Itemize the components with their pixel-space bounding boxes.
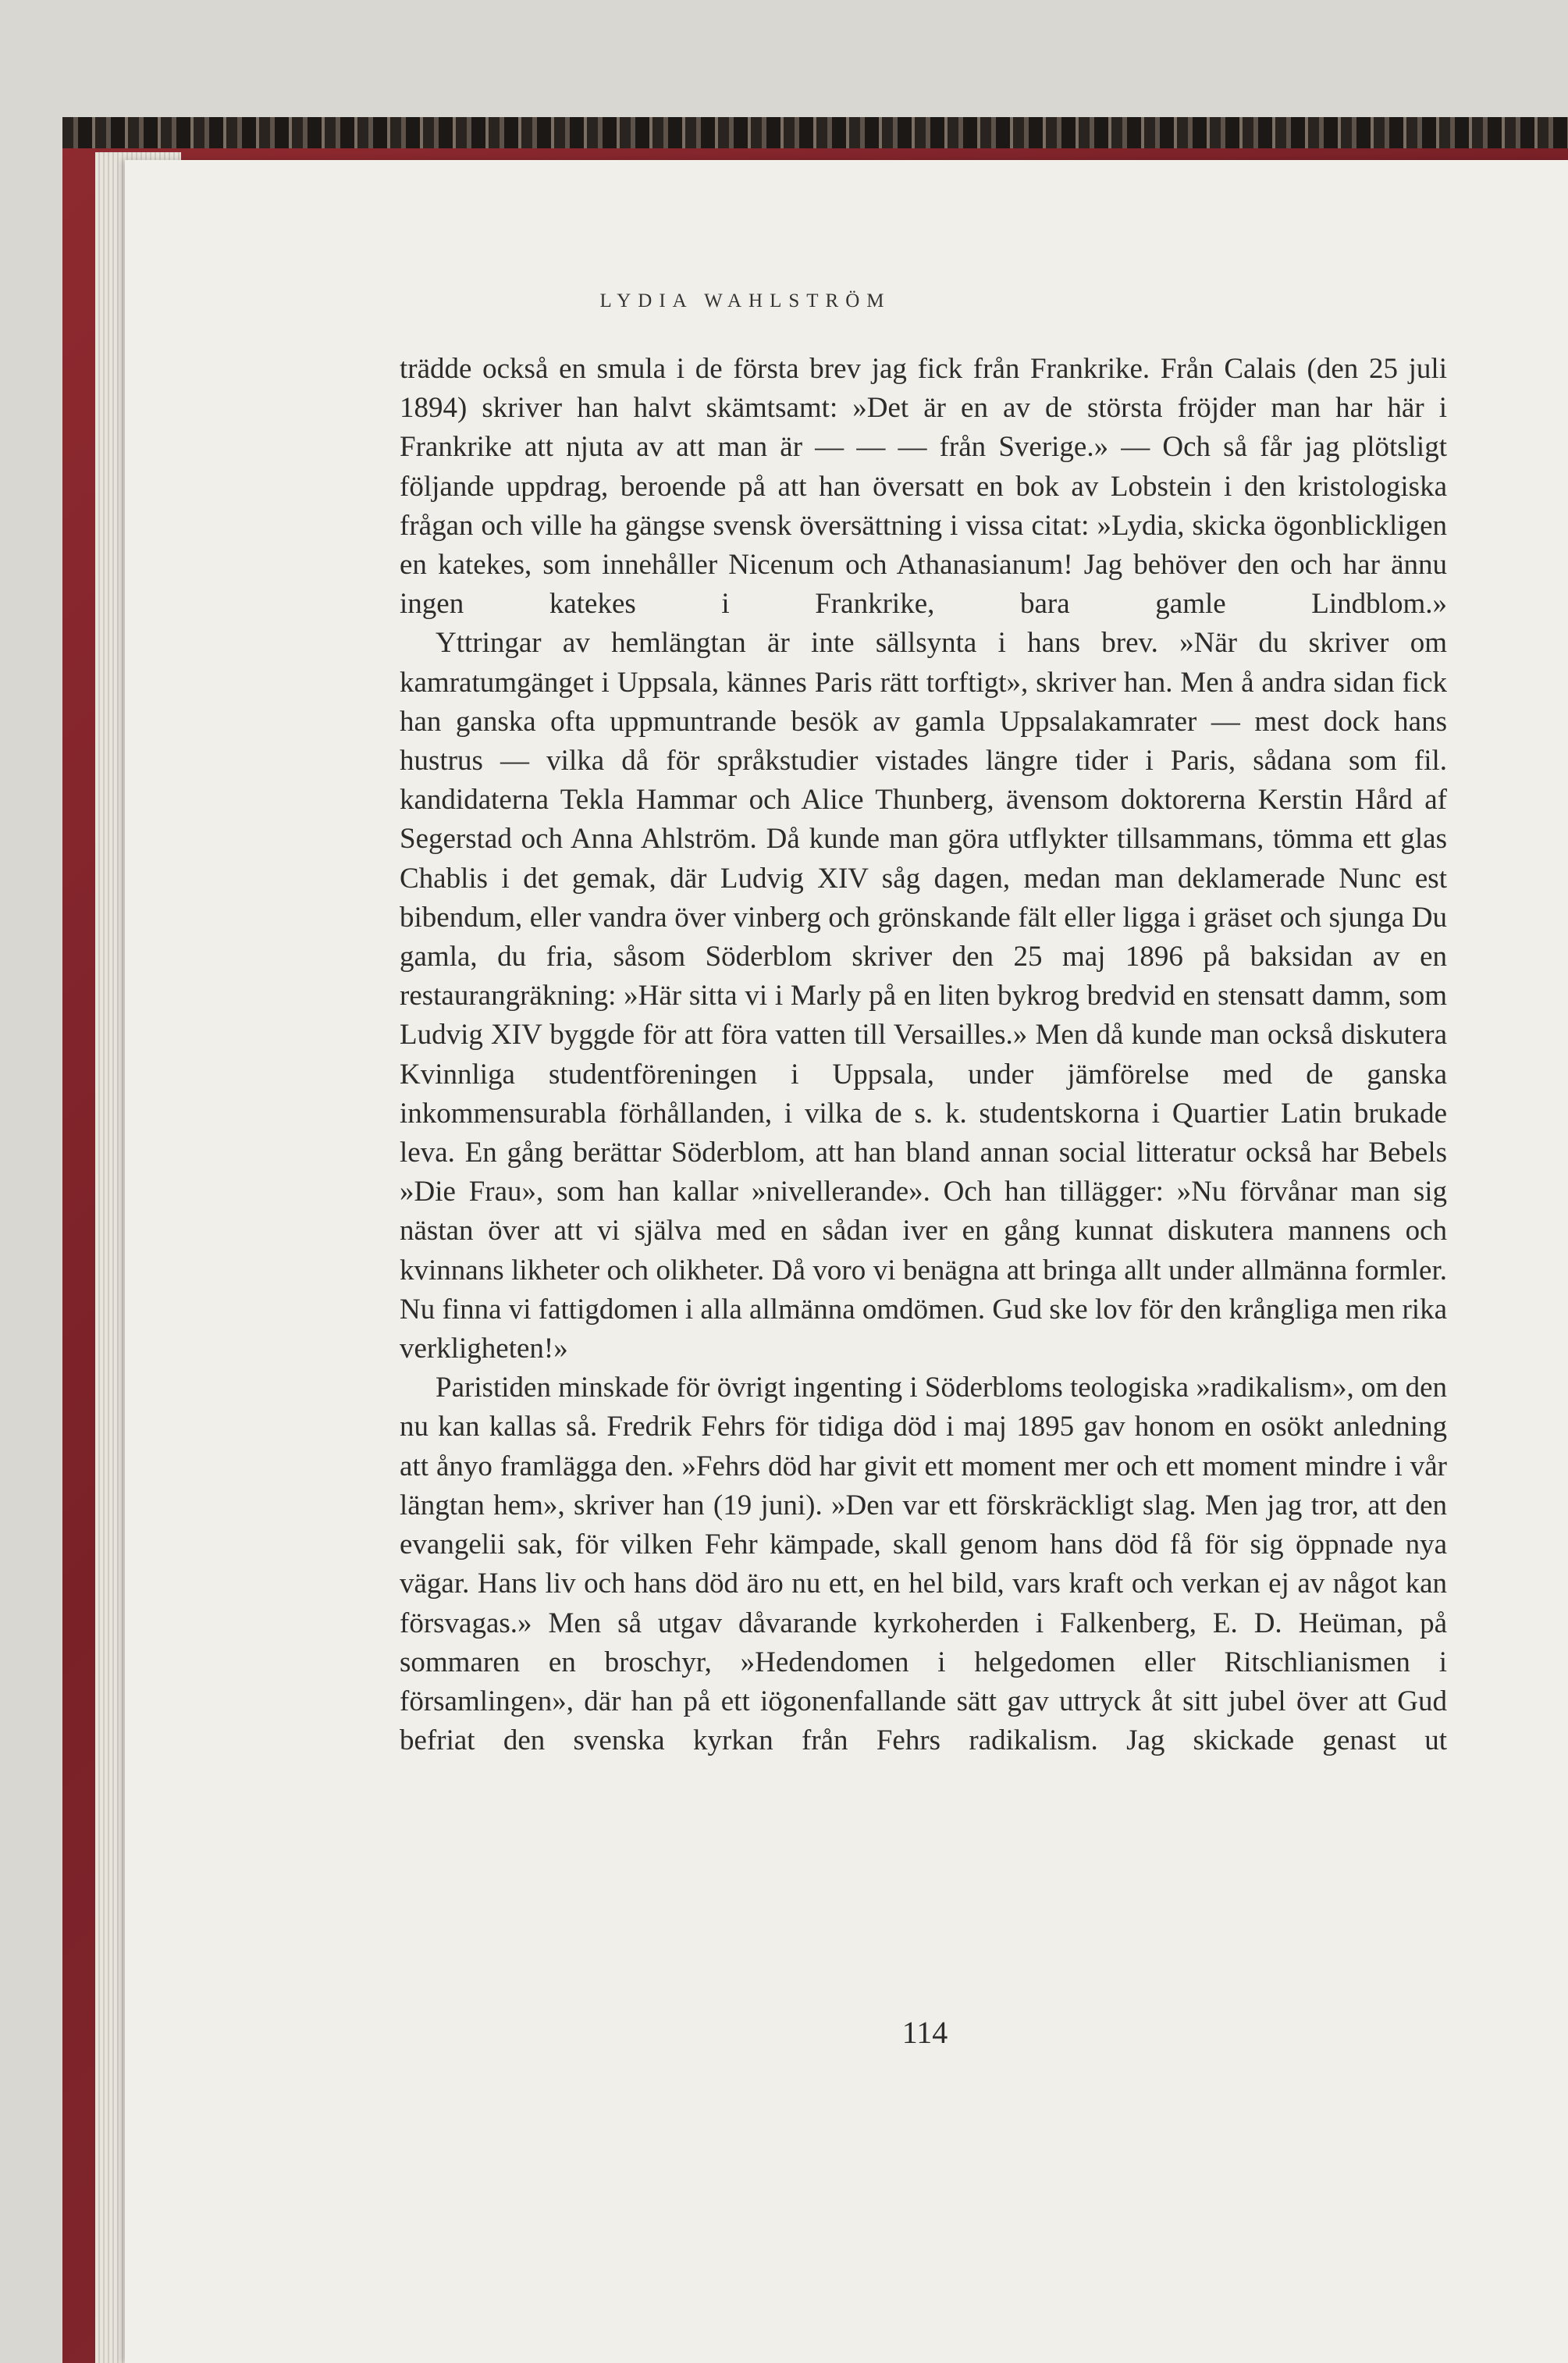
paragraph-3: Paristiden minskade för övrigt ingenting i Söderbloms teologiska »radikalism», om den nu kan kallas så. Fredrik Fehrs för tidiga död i maj 1895 gav honom en osökt anledning att ånyo framlägga den. »Fehrs död har givit ett moment mer och ett moment mindre i vår längtan hem», skriver han (19 juni). »Den var ett förskräckligt slag. Men jag tror, att den evangelii sak, för vilken Fehr kämpade, skall genom hans död få för sig öppnade nya vägar. Hans liv och hans död äro nu ett, en hel bild, vars kraft och verkan ej av något kan försvagas.» Men så utgav dåvarande kyrkoherden i Falkenberg, E. D. Heüman, på sommaren en broschyr, »Hedendomen i helgedomen eller Ritschlianismen i församlingen», där han på ett iögonenfallande sätt gav uttryck åt sitt jubel över att Gud befriat den svenska kyrkan från Fehrs radikalism. Jag skickade genast ut [400, 1372, 1447, 1757]
body-text [400, 350, 1447, 1760]
paragraph-2: Yttringar av hemlängtan är inte sällsynta i hans brev. »När du skriver om kamratumgänget i Uppsala, kännes Paris rätt torftigt», skriver han. Men å andra sidan fick han ganska ofta uppmuntrande besök av gamla Uppsalakamrater — mest dock hans hustrus — vilka då för språkstudier vistades längre tider i Paris, sådana som fil. kandidaterna Tekla Hammar och Alice Thunberg, ävensom doktorerna Kerstin Hård af Segerstad och Anna Ahlström. Då kunde man göra utflykter tillsammans, tömma ett glas Chablis i det gemak, där Ludvig XIV såg dagen, medan man deklamerade Nunc est bibendum, eller vandra över vinberg och grönskande fält eller ligga i gräset och sjunga Du gamla, du fria, såsom Söderblom skriver den 25 maj 1896 på baksidan av en restaurangräkning: »Här sitta vi i Marly på en liten bykrog bredvid en stensatt damm, som Ludvig XIV byggde för att föra vatten till Versailles.» Men då kunde man också diskutera Kvinnliga studentföreningen i Uppsala, under jämförelse med de ganska inkommensurabla förhållanden, i vilka de s. k. studentskorna i Quartier Latin brukade leva. En gång berättar Söderblom, att han bland annan social litteratur också har Bebels »Die Frau», som han kallar »nivellerande». Och han tillägger: »Nu förvånar man sig nästan över att vi själva med en sådan iver en gång kunnat diskutera mannens och kvinnans likheter och olikheter. Då voro vi benägna att bringa allt under allmänna formler. Nu finna vi fattigdomen i alla allmänna omdömen. Gud ske lov för den krångliga men rika verkligheten!» [400, 627, 1447, 1365]
running-head: LYDIA WAHLSTRÖM [599, 290, 891, 311]
book-spine [62, 117, 1568, 148]
paragraph-1: trädde också en smula i de första brev jag fick från Frankrike. Från Calais (den 25 juli 1894) skriver han halvt skämtsamt: »Det är en av de största fröjder man har här i Frankrike att njuta av att man är — — — från Sverige.» — Och så får jag plötsligt följande uppdrag, beroende på att han översatt en bok av Lobstein i den kristologiska frågan och ville ha gängse svensk översättning i vissa citat: »Lydia, skicka ögonblickligen en katekes, som innehåller Nicenum och Athanasianum! Jag behöver den och har ännu ingen katekes i Frankrike, bara gamle Lindblom.» [400, 353, 1447, 621]
page-number: 114 [901, 2015, 948, 2050]
